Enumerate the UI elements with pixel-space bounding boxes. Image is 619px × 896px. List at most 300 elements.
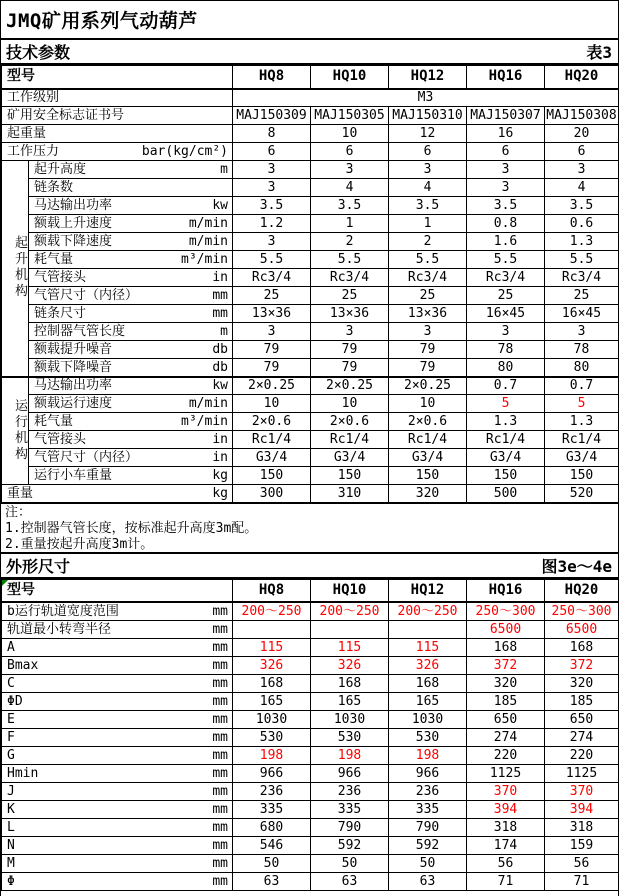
cell-value: 150 bbox=[311, 467, 389, 485]
row-label: 起重量 bbox=[7, 126, 47, 141]
cell-value: 63 bbox=[389, 872, 467, 890]
row-label: 马达输出功率 bbox=[34, 198, 113, 213]
cell-value: 80 bbox=[545, 359, 619, 377]
row-label: 马达输出功率 bbox=[34, 378, 113, 394]
cell-value: G3/4 bbox=[389, 449, 467, 467]
cell-value: 198 bbox=[389, 746, 467, 764]
row-label-flex bbox=[29, 306, 232, 321]
row-label: 气管尺寸（内径） bbox=[34, 450, 139, 465]
cell-value: 79 bbox=[311, 359, 389, 377]
row-label-flex bbox=[2, 820, 232, 835]
row-label-flex bbox=[2, 784, 232, 799]
cell-value: 6 bbox=[545, 143, 619, 161]
row-label-cell bbox=[29, 359, 233, 377]
cell-value: 0.8 bbox=[467, 215, 545, 233]
row-label-flex bbox=[29, 252, 232, 267]
row-label-cell bbox=[2, 125, 233, 143]
row-label-cell bbox=[2, 602, 233, 620]
row-label-cell bbox=[29, 395, 233, 413]
cell-value: Rc3/4 bbox=[545, 269, 619, 287]
row-label: 工作压力 bbox=[7, 144, 60, 159]
table-row bbox=[2, 449, 619, 467]
row-label-cell bbox=[2, 674, 233, 692]
cell-value: 115 bbox=[233, 638, 311, 656]
cell-value: 115 bbox=[311, 638, 389, 656]
row-label: 起升高度 bbox=[34, 162, 87, 177]
row-label-cell bbox=[29, 467, 233, 485]
row-label-flex bbox=[29, 216, 232, 231]
cell-value: Rc1/4 bbox=[545, 431, 619, 449]
cell-value: 1.3 bbox=[467, 413, 545, 431]
row-unit: in bbox=[212, 270, 228, 285]
table-row bbox=[2, 602, 619, 620]
cell-value: 185 bbox=[545, 692, 619, 710]
cell-value: 1125 bbox=[467, 764, 545, 782]
row-unit: mm bbox=[212, 639, 228, 655]
table-row bbox=[2, 323, 619, 341]
cell-value: 3.5 bbox=[233, 197, 311, 215]
cell-value: 3 bbox=[467, 323, 545, 341]
cell-value: 372 bbox=[467, 656, 545, 674]
cell-value: 5.5 bbox=[389, 251, 467, 269]
cell-value: 3.5 bbox=[545, 197, 619, 215]
table-row bbox=[2, 161, 619, 179]
column-header-model: HQ16 bbox=[467, 66, 545, 89]
table-row bbox=[2, 728, 619, 746]
cell-value: 6 bbox=[311, 143, 389, 161]
row-label: Φ bbox=[7, 873, 15, 889]
row-label-cell bbox=[29, 161, 233, 179]
table-row bbox=[2, 467, 619, 485]
cell-value: 592 bbox=[389, 836, 467, 854]
cell-value: 4 bbox=[311, 179, 389, 197]
cell-value: 10 bbox=[311, 125, 389, 143]
cell-value: 25 bbox=[545, 287, 619, 305]
cell-value: 3 bbox=[233, 161, 311, 179]
table-row bbox=[2, 251, 619, 269]
row-label: E bbox=[7, 711, 15, 727]
cell-value: 335 bbox=[389, 800, 467, 818]
row-unit: mm bbox=[212, 693, 228, 709]
cell-merged-value: M3 bbox=[233, 89, 619, 107]
cell-value: 3 bbox=[233, 323, 311, 341]
cell-value bbox=[233, 620, 311, 638]
table-row bbox=[2, 746, 619, 764]
cell-value: 200～250 bbox=[311, 602, 389, 620]
row-unit: bar(kg/cm²) bbox=[141, 144, 228, 159]
table-row bbox=[2, 143, 619, 161]
column-header-model: HQ20 bbox=[545, 579, 619, 602]
models-header-label: 型号 bbox=[2, 66, 233, 89]
row-label-cell bbox=[2, 620, 233, 638]
cell-value: Rc3/4 bbox=[311, 269, 389, 287]
row-unit: mm bbox=[212, 855, 228, 871]
row-label: J bbox=[7, 783, 15, 799]
table-row bbox=[2, 413, 619, 431]
row-label: 链条数 bbox=[34, 180, 74, 195]
row-label: C bbox=[7, 675, 15, 691]
cell-value: 150 bbox=[389, 467, 467, 485]
cell-value: 274 bbox=[467, 728, 545, 746]
row-unit: mm bbox=[212, 288, 228, 303]
row-label: 运行小车重量 bbox=[34, 468, 113, 483]
cell-value: 2×0.6 bbox=[311, 413, 389, 431]
row-label-flex bbox=[29, 342, 232, 357]
cell-value: 50 bbox=[311, 854, 389, 872]
row-label-flex bbox=[29, 162, 232, 177]
row-label-cell bbox=[2, 692, 233, 710]
note-line: 1.控制器气管长度，按标准起升高度3m配。 bbox=[5, 520, 258, 536]
cell-value: 966 bbox=[389, 764, 467, 782]
cell-value: 3 bbox=[545, 323, 619, 341]
cell-value: 520 bbox=[545, 485, 619, 503]
shape-table-body bbox=[2, 579, 619, 890]
row-label: 气管尺寸（内径） bbox=[34, 288, 139, 303]
row-label-flex bbox=[2, 108, 232, 123]
column-header-model: HQ8 bbox=[233, 579, 311, 602]
table-row bbox=[2, 215, 619, 233]
row-label-cell bbox=[2, 764, 233, 782]
cell-corner-marker-icon bbox=[2, 580, 8, 586]
cell-value: G3/4 bbox=[467, 449, 545, 467]
cell-value: 3 bbox=[311, 323, 389, 341]
row-unit: db bbox=[212, 342, 228, 357]
cell-value: 1.3 bbox=[545, 233, 619, 251]
table-row bbox=[2, 872, 619, 890]
cell-value: 168 bbox=[545, 638, 619, 656]
cell-value: 13×36 bbox=[311, 305, 389, 323]
cell-value: MAJ150309 bbox=[233, 107, 311, 125]
row-label: Hmin bbox=[7, 765, 39, 781]
table-row bbox=[2, 107, 619, 125]
cell-value: 56 bbox=[545, 854, 619, 872]
row-label-cell bbox=[29, 287, 233, 305]
cell-value: 326 bbox=[389, 656, 467, 674]
row-label-flex bbox=[29, 468, 232, 483]
column-header-model: HQ16 bbox=[467, 579, 545, 602]
cell-value: 165 bbox=[311, 692, 389, 710]
row-label-flex bbox=[2, 694, 232, 709]
row-unit: kw bbox=[212, 378, 228, 394]
cell-value: 56 bbox=[467, 854, 545, 872]
table-row bbox=[2, 638, 619, 656]
cell-value: 530 bbox=[233, 728, 311, 746]
cell-value: MAJ150307 bbox=[467, 107, 545, 125]
shape-section-header bbox=[1, 554, 618, 579]
cell-value: 3 bbox=[389, 161, 467, 179]
row-label: M bbox=[7, 855, 15, 871]
cell-value: 530 bbox=[389, 728, 467, 746]
cell-value: 5.5 bbox=[467, 251, 545, 269]
cell-value: 25 bbox=[467, 287, 545, 305]
row-label-cell bbox=[29, 413, 233, 431]
cell-value: 790 bbox=[389, 818, 467, 836]
row-label-cell bbox=[2, 782, 233, 800]
row-unit: m bbox=[220, 324, 228, 339]
cell-value: 3 bbox=[233, 179, 311, 197]
cell-value: 2×0.25 bbox=[389, 377, 467, 395]
cell-value: 790 bbox=[311, 818, 389, 836]
table-row bbox=[2, 485, 619, 503]
cell-value: 1.6 bbox=[467, 233, 545, 251]
shape-table bbox=[1, 579, 619, 891]
cell-value: 326 bbox=[311, 656, 389, 674]
group-label-vertical: 起 升 机 构 bbox=[2, 161, 29, 377]
row-unit: m/min bbox=[188, 234, 228, 249]
table-header-row bbox=[2, 579, 619, 602]
table-row bbox=[2, 89, 619, 107]
cell-value: 168 bbox=[233, 674, 311, 692]
cell-value: 318 bbox=[467, 818, 545, 836]
table-row bbox=[2, 692, 619, 710]
cell-value bbox=[311, 620, 389, 638]
cell-value: 150 bbox=[467, 467, 545, 485]
table-row bbox=[2, 197, 619, 215]
cell-value: 3 bbox=[467, 179, 545, 197]
cell-value: 320 bbox=[389, 485, 467, 503]
cell-value: 1125 bbox=[545, 764, 619, 782]
cell-value: 79 bbox=[389, 359, 467, 377]
notes-block bbox=[1, 504, 618, 554]
row-label-flex bbox=[2, 486, 232, 501]
cell-value: 320 bbox=[545, 674, 619, 692]
cell-value: 6 bbox=[233, 143, 311, 161]
cell-value: 6 bbox=[389, 143, 467, 161]
cell-value: 220 bbox=[545, 746, 619, 764]
row-label: A bbox=[7, 639, 15, 655]
cell-value: 13×36 bbox=[233, 305, 311, 323]
cell-value: 168 bbox=[311, 674, 389, 692]
cell-value: 20 bbox=[545, 125, 619, 143]
cell-value: 185 bbox=[467, 692, 545, 710]
row-label-cell bbox=[29, 251, 233, 269]
column-header-model: HQ10 bbox=[311, 66, 389, 89]
cell-value: 546 bbox=[233, 836, 311, 854]
row-label-cell bbox=[2, 656, 233, 674]
row-unit: in bbox=[212, 450, 228, 465]
cell-value: 3 bbox=[545, 161, 619, 179]
cell-value: 4 bbox=[389, 179, 467, 197]
row-label-cell bbox=[2, 143, 233, 161]
row-unit: db bbox=[212, 359, 228, 375]
table-row bbox=[2, 125, 619, 143]
cell-value: 3 bbox=[311, 161, 389, 179]
table-row bbox=[2, 395, 619, 413]
table-row bbox=[2, 287, 619, 305]
cell-value: 5.5 bbox=[311, 251, 389, 269]
row-unit: mm bbox=[212, 729, 228, 745]
row-label: 额载下降噪音 bbox=[34, 359, 113, 375]
row-unit: m³/min bbox=[181, 414, 228, 429]
cell-value: 592 bbox=[311, 836, 389, 854]
tech-section-header bbox=[1, 40, 618, 65]
row-unit: mm bbox=[212, 603, 228, 619]
cell-value: 78 bbox=[545, 341, 619, 359]
row-label-flex bbox=[2, 838, 232, 853]
row-label-flex bbox=[29, 288, 232, 303]
cell-value: 650 bbox=[467, 710, 545, 728]
table-row bbox=[2, 305, 619, 323]
row-label-flex bbox=[29, 360, 232, 375]
row-label-flex bbox=[29, 198, 232, 213]
column-header-model: HQ8 bbox=[233, 66, 311, 89]
cell-value: 394 bbox=[467, 800, 545, 818]
cell-value: 79 bbox=[233, 341, 311, 359]
cell-value: 236 bbox=[233, 782, 311, 800]
cell-value: Rc3/4 bbox=[467, 269, 545, 287]
row-label-flex bbox=[29, 378, 232, 393]
cell-value: 1 bbox=[389, 215, 467, 233]
row-label: L bbox=[7, 819, 15, 835]
row-label: 链条尺寸 bbox=[34, 306, 87, 321]
cell-value: 530 bbox=[311, 728, 389, 746]
row-unit: m/min bbox=[188, 216, 228, 231]
tech-table bbox=[1, 65, 619, 504]
row-label-flex bbox=[2, 126, 232, 141]
table-row bbox=[2, 179, 619, 197]
row-unit: m³/min bbox=[181, 252, 228, 267]
cell-value: 16 bbox=[467, 125, 545, 143]
row-unit: mm bbox=[212, 621, 228, 637]
column-header-model: HQ12 bbox=[389, 66, 467, 89]
row-label: 气管接头 bbox=[34, 270, 87, 285]
row-unit: mm bbox=[212, 711, 228, 727]
models-header-label: 型号 bbox=[2, 579, 233, 602]
cell-value: 174 bbox=[467, 836, 545, 854]
row-label: 耗气量 bbox=[34, 414, 74, 429]
cell-value: 150 bbox=[545, 467, 619, 485]
row-label-cell bbox=[2, 854, 233, 872]
cell-value: 2 bbox=[311, 233, 389, 251]
cell-value: 165 bbox=[233, 692, 311, 710]
row-label: b运行轨道宽度范围 bbox=[7, 603, 119, 619]
cell-value: 335 bbox=[233, 800, 311, 818]
row-label-flex bbox=[2, 604, 232, 619]
table-row bbox=[2, 431, 619, 449]
cell-value: 10 bbox=[389, 395, 467, 413]
column-header-model: HQ12 bbox=[389, 579, 467, 602]
cell-value: 250～300 bbox=[545, 602, 619, 620]
cell-value: 236 bbox=[311, 782, 389, 800]
cell-value: 198 bbox=[311, 746, 389, 764]
row-label-cell bbox=[2, 872, 233, 890]
cell-value: 6 bbox=[467, 143, 545, 161]
table-row bbox=[2, 620, 619, 638]
row-label: 气管接头 bbox=[34, 432, 87, 447]
cell-value: Rc1/4 bbox=[311, 431, 389, 449]
cell-value: 370 bbox=[467, 782, 545, 800]
cell-value: 168 bbox=[389, 674, 467, 692]
cell-value: 71 bbox=[467, 872, 545, 890]
row-unit: m/min bbox=[188, 396, 228, 411]
cell-value: 3.5 bbox=[389, 197, 467, 215]
table-row bbox=[2, 359, 619, 377]
table-row bbox=[2, 764, 619, 782]
row-label-flex bbox=[2, 856, 232, 871]
table-row bbox=[2, 269, 619, 287]
row-label-flex bbox=[29, 414, 232, 429]
table-row bbox=[2, 836, 619, 854]
table-row bbox=[2, 800, 619, 818]
cell-value: 3 bbox=[233, 233, 311, 251]
row-unit: mm bbox=[212, 837, 228, 853]
table-row bbox=[2, 377, 619, 395]
row-label-cell bbox=[2, 107, 233, 125]
row-label: 额载上升速度 bbox=[34, 216, 113, 231]
cell-value: 150 bbox=[233, 467, 311, 485]
cell-value: 115 bbox=[389, 638, 467, 656]
cell-value: 1.2 bbox=[233, 215, 311, 233]
cell-value: 165 bbox=[389, 692, 467, 710]
row-label: 额载提升噪音 bbox=[34, 342, 113, 357]
row-label-flex bbox=[29, 432, 232, 447]
cell-value: Rc1/4 bbox=[389, 431, 467, 449]
row-label-cell bbox=[29, 305, 233, 323]
row-label-cell bbox=[2, 89, 233, 107]
cell-value: 3.5 bbox=[467, 197, 545, 215]
row-label-flex bbox=[2, 90, 232, 105]
cell-value: 1030 bbox=[311, 710, 389, 728]
row-label-flex bbox=[2, 730, 232, 745]
cell-value: 79 bbox=[233, 359, 311, 377]
row-label-cell bbox=[2, 710, 233, 728]
notes-heading: 注： bbox=[5, 504, 32, 520]
page-title: JMQ矿用系列气动葫芦 bbox=[1, 1, 618, 40]
row-unit: kw bbox=[212, 198, 228, 213]
row-label: 工作级别 bbox=[7, 90, 60, 106]
cell-value: 10 bbox=[233, 395, 311, 413]
cell-value: 236 bbox=[389, 782, 467, 800]
row-unit: mm bbox=[212, 873, 228, 889]
row-label: ΦD bbox=[7, 693, 23, 709]
row-unit: mm bbox=[212, 657, 228, 673]
cell-value: 4 bbox=[545, 179, 619, 197]
cell-value: 250～300 bbox=[467, 602, 545, 620]
cell-value: Rc1/4 bbox=[233, 431, 311, 449]
row-unit: kg bbox=[212, 485, 228, 501]
cell-value: 1 bbox=[311, 215, 389, 233]
row-label: Bmax bbox=[7, 657, 39, 673]
cell-value: 2 bbox=[389, 233, 467, 251]
cell-value: 5.5 bbox=[233, 251, 311, 269]
cell-value: Rc1/4 bbox=[467, 431, 545, 449]
cell-value: 300 bbox=[233, 485, 311, 503]
row-label: K bbox=[7, 801, 15, 817]
cell-value: 1030 bbox=[233, 710, 311, 728]
row-unit: in bbox=[212, 432, 228, 447]
table-row bbox=[2, 674, 619, 692]
row-label-flex bbox=[2, 640, 232, 655]
cell-value: 13×36 bbox=[389, 305, 467, 323]
row-unit: mm bbox=[212, 801, 228, 817]
cell-value: 966 bbox=[311, 764, 389, 782]
row-label: 耗气量 bbox=[34, 252, 74, 267]
cell-value: 10 bbox=[311, 395, 389, 413]
cell-value: 335 bbox=[311, 800, 389, 818]
row-unit: kg bbox=[212, 468, 228, 483]
cell-value: 966 bbox=[233, 764, 311, 782]
cell-value: MAJ150310 bbox=[389, 107, 467, 125]
cell-value: 310 bbox=[311, 485, 389, 503]
row-label-flex bbox=[29, 396, 232, 411]
row-label-flex bbox=[2, 802, 232, 817]
cell-value: 370 bbox=[545, 782, 619, 800]
cell-value: 372 bbox=[545, 656, 619, 674]
row-label: 重量 bbox=[7, 485, 34, 501]
cell-value: MAJ150308 bbox=[546, 108, 617, 123]
row-label-flex bbox=[2, 622, 232, 637]
table-row bbox=[2, 710, 619, 728]
